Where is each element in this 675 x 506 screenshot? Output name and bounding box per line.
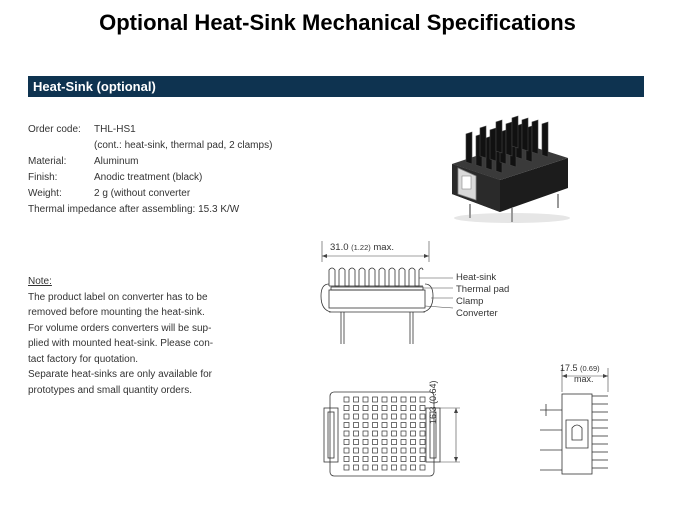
fin-cell <box>363 465 368 470</box>
note-line: removed before mounting the heat-sink. <box>28 307 205 318</box>
fin-cell <box>382 465 387 470</box>
spec-row-order-note <box>28 138 272 154</box>
fin-cell <box>411 423 416 428</box>
note-line: prototypes and small quantity orders. <box>28 384 192 396</box>
fin-cell <box>392 397 397 402</box>
fin-cell <box>382 397 387 402</box>
fin-cell <box>411 448 416 453</box>
fin-cell <box>420 406 425 411</box>
fin-cell <box>420 423 425 428</box>
fin-cell <box>420 414 425 419</box>
fin-cell <box>420 465 425 470</box>
note-line: plied with mounted heat-sink. Please con- <box>28 338 214 349</box>
note-line: For volume orders converters will be sup- <box>28 322 212 334</box>
fin-cell <box>401 448 406 453</box>
fin-cell <box>363 414 368 419</box>
fin-cell <box>401 465 406 470</box>
fin-cell <box>373 397 378 402</box>
fin-cell <box>420 457 425 462</box>
fin-cell <box>354 423 359 428</box>
fin-cell <box>344 448 349 453</box>
fin-cell <box>344 465 349 470</box>
fin-cell <box>411 465 416 470</box>
callout-labels <box>456 272 509 320</box>
fin-cell <box>382 414 387 419</box>
fin-cell <box>401 397 406 402</box>
fin-cell <box>401 406 406 411</box>
spec-value: 2 g (without converter <box>94 188 191 199</box>
spec-value: THL-HS1 <box>94 124 136 135</box>
spec-value: (cont.: heat-sink, thermal pad, 2 clamps) <box>94 140 273 151</box>
fin-cell <box>363 406 368 411</box>
fin-cell <box>344 406 349 411</box>
fin-cell <box>420 448 425 453</box>
fin-cell <box>354 431 359 436</box>
fin-cell <box>392 406 397 411</box>
fin-cell <box>401 431 406 436</box>
fin-cell <box>344 397 349 402</box>
fin-cell <box>401 440 406 445</box>
note-title: Note: <box>28 276 52 287</box>
fin-cell <box>373 440 378 445</box>
fin-cell <box>382 448 387 453</box>
fin-cell <box>411 440 416 445</box>
fin-cell <box>354 448 359 453</box>
fin-cell <box>382 406 387 411</box>
spec-value: Aluminum <box>94 156 139 167</box>
note-line: The product label on converter has to be <box>28 291 208 303</box>
fin-cell <box>354 440 359 445</box>
fin-cell <box>373 406 378 411</box>
fin-cell <box>420 431 425 436</box>
callout-thermal-pad: Thermal pad <box>456 284 510 295</box>
fin-cell <box>401 423 406 428</box>
spec-row-finish <box>28 170 272 186</box>
fin-cell <box>363 431 368 436</box>
fin-cell <box>392 423 397 428</box>
fin-cell <box>363 423 368 428</box>
section-header: Heat-Sink (optional) <box>28 76 644 97</box>
fin-cell <box>373 423 378 428</box>
fin-cell <box>411 431 416 436</box>
fin-cell <box>354 397 359 402</box>
note-block <box>28 274 236 398</box>
fin-cell <box>382 440 387 445</box>
fin-cell <box>354 465 359 470</box>
heat-sink-photo <box>440 106 580 226</box>
spec-value: Anodic treatment (black) <box>94 172 203 183</box>
spec-row-material <box>28 154 272 170</box>
note-line: tact factory for quotation. <box>28 353 139 365</box>
fin-cell <box>354 457 359 462</box>
spec-label: Material: <box>28 156 67 167</box>
fin-cell <box>392 448 397 453</box>
fin-cell <box>344 440 349 445</box>
fin-cell <box>392 414 397 419</box>
spec-label: Weight: <box>28 188 62 199</box>
fin-cell <box>382 431 387 436</box>
fin-cell <box>373 431 378 436</box>
spec-row-order-code <box>28 122 272 138</box>
spec-label: Finish: <box>28 172 58 183</box>
top-view-drawing <box>320 388 470 486</box>
fin-cell <box>363 457 368 462</box>
fin-cell <box>411 397 416 402</box>
spec-label: Order code: <box>28 124 81 135</box>
spec-list <box>28 122 272 218</box>
fin-cell <box>411 457 416 462</box>
fin-cell <box>392 440 397 445</box>
fin-cell <box>401 457 406 462</box>
callout-converter: Converter <box>456 308 498 319</box>
fin-cell <box>363 448 368 453</box>
fin-cell <box>373 457 378 462</box>
note-line: Separate heat-sinks are only available for <box>28 369 212 380</box>
fin-cell <box>373 414 378 419</box>
fin-cell <box>354 406 359 411</box>
fin-cell <box>363 440 368 445</box>
callout-heat-sink: Heat-sink <box>456 272 497 283</box>
fin-cell <box>382 423 387 428</box>
callout-clamp: Clamp <box>456 296 484 307</box>
spec-row-weight <box>28 186 272 202</box>
fin-cell <box>354 414 359 419</box>
fin-cell <box>373 448 378 453</box>
fin-cell <box>344 414 349 419</box>
fin-cell <box>344 431 349 436</box>
fin-cell <box>411 414 416 419</box>
fin-cell <box>420 440 425 445</box>
fin-cell <box>392 431 397 436</box>
spec-thermal-impedance: Thermal impedance after assembling: 15.3 K/W <box>28 204 240 215</box>
fin-cell <box>344 457 349 462</box>
end-width-dim-label: 17.5 (0.69) max. <box>560 363 600 384</box>
fin-cell <box>344 423 349 428</box>
side-width-dim-label: 31.0 (1.22) max. <box>330 242 394 253</box>
fin-cell <box>420 397 425 402</box>
fin-cell <box>363 397 368 402</box>
fin-cell <box>401 414 406 419</box>
fin-cell <box>373 465 378 470</box>
top-height-dim-label: 16.3 (0.64) <box>428 380 438 424</box>
fin-cell <box>392 465 397 470</box>
page-title: Optional Heat-Sink Mechanical Specifications <box>99 10 576 35</box>
fin-cell <box>411 406 416 411</box>
fin-cell <box>382 457 387 462</box>
fin-cell <box>392 457 397 462</box>
